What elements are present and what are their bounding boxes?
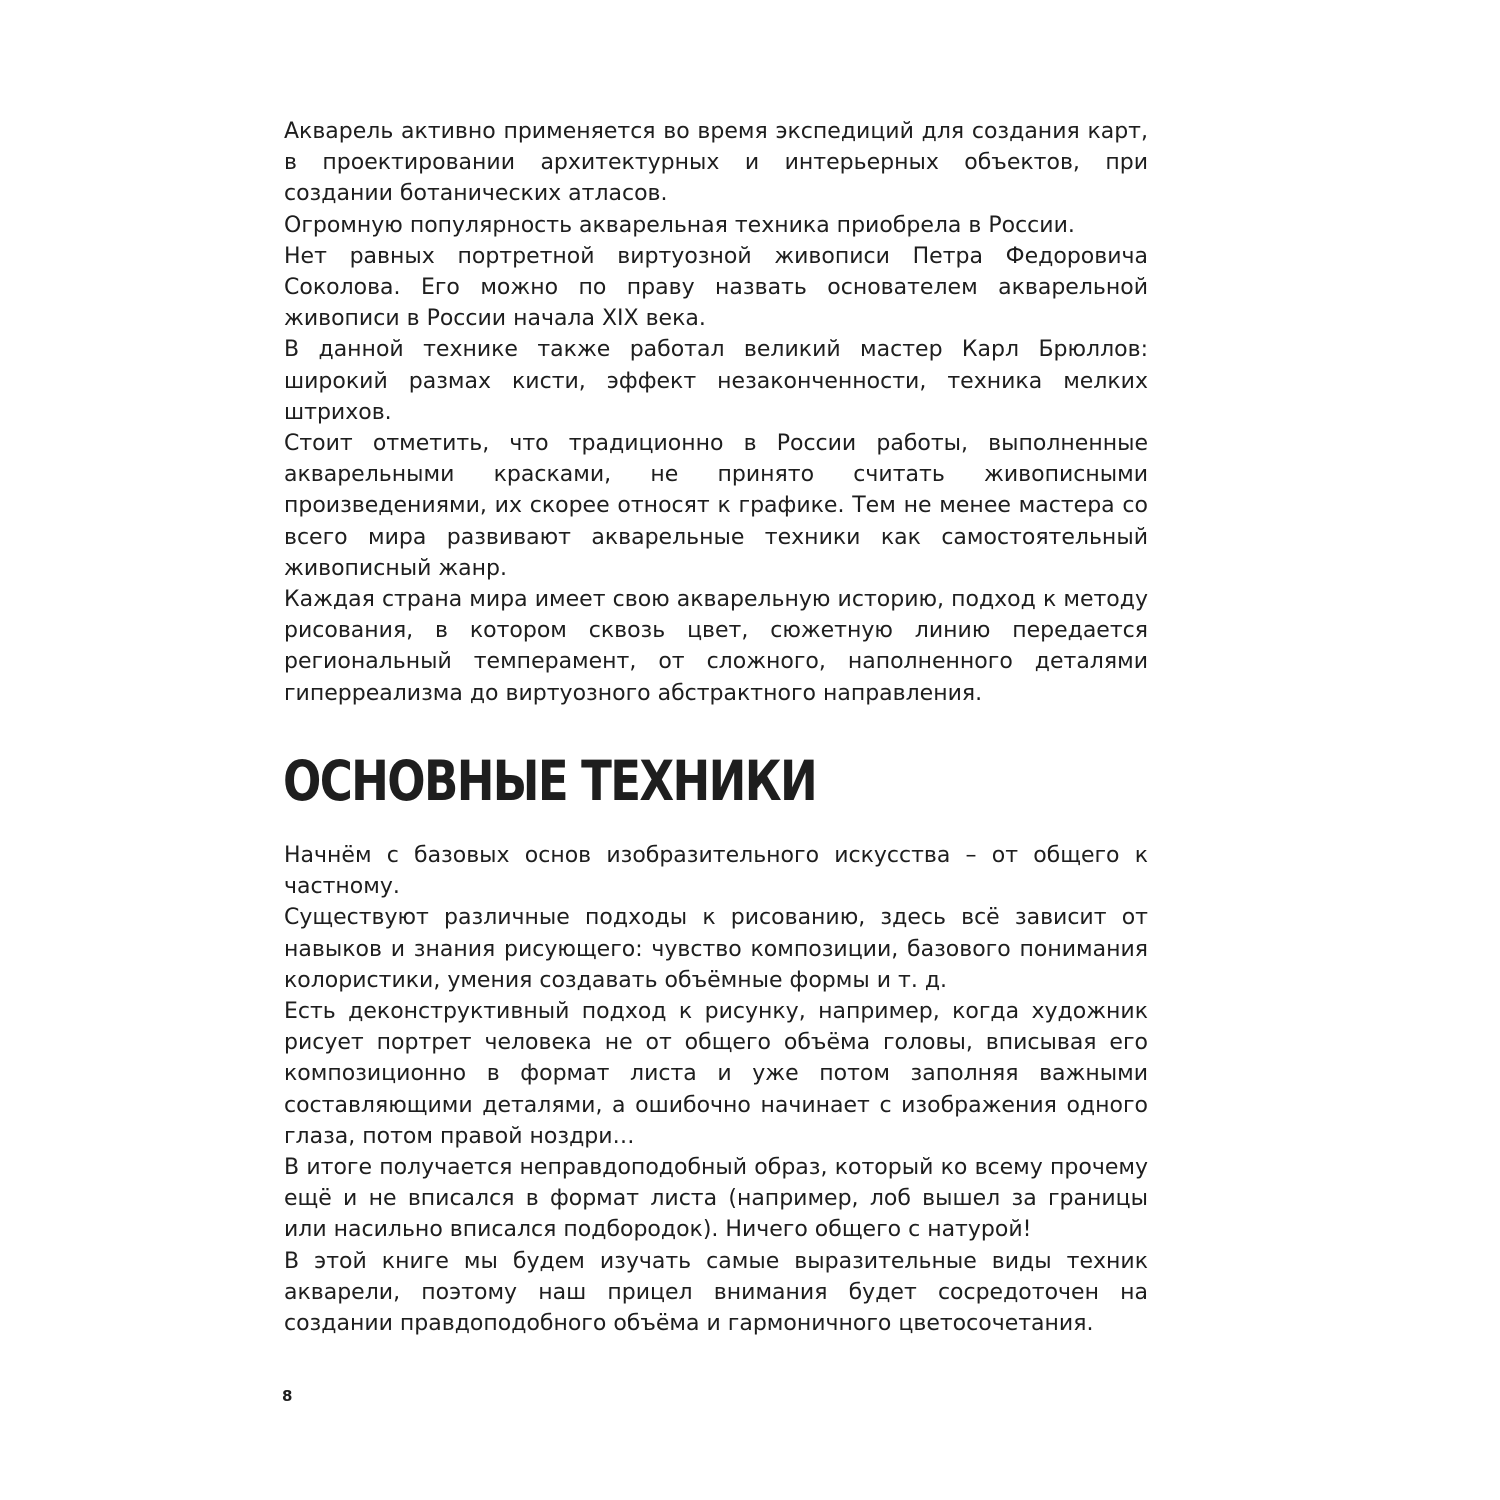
techniques-paragraph: В итоге получается неправдоподобный образ, который ко всему прочему ещё и не вписался в формат листа (например, лоб вышел за границы или насильно вписался подбородок). Ничего общего с натурой!	[284, 1155, 1148, 1243]
techniques-text-block	[284, 840, 1148, 1339]
page-number: 8	[282, 1387, 293, 1405]
intro-paragraph: Каждая страна мира имеет свою акварельную историю, подход к методу рисования, в котором сквозь цвет, сюжетную линию передается региональный темперамент, от сложного, наполненного деталями гиперреализма до виртуозного абстрактного направления.	[284, 587, 1148, 706]
intro-paragraph: В данной технике также работал великий мастер Карл Брюллов: широкий размах кисти, эффект незаконченности, техника мелких штрихов.	[284, 337, 1148, 425]
techniques-paragraph: Есть деконструктивный подход к рисунку, например, когда художник рисует портрет человека не от общего объёма головы, вписывая его композиционно в формат листа и уже потом заполняя важными составляющими деталями, а ошибочно начинает с изображения одного глаза, потом правой ноздри…	[284, 999, 1148, 1149]
intro-text-block	[284, 116, 1148, 709]
techniques-paragraph: Существуют различные подходы к рисованию, здесь всё зависит от навыков и знания рисующего: чувство композиции, базового понимания колористики, умения создавать объёмные формы и т. д.	[284, 905, 1148, 993]
techniques-paragraph: В этой книге мы будем изучать самые выразительные виды техник акварели, поэтому наш прицел внимания будет сосредоточен на создании правдоподобного объёма и гармоничного цветосочетания.	[284, 1248, 1148, 1337]
section-heading: ОСНОВНЫЕ ТЕХНИКИ	[283, 749, 817, 813]
techniques-paragraph: Начнём с базовых основ изобразительного искусства – от общего к частному.	[284, 843, 1148, 900]
intro-paragraph: Нет равных портретной виртуозной живописи Петра Федоровича Соколова. Его можно по праву назвать основателем акварельной живописи в России начала XIX века.	[284, 243, 1148, 332]
intro-paragraph: Стоит отметить, что традиционно в России работы, выполненные акварельными красками, не принято считать живописными произведениями, их скорее относят к графике. Тем не менее мастера со всего мира развивают акварельные техники как самостоятельный живописный жанр.	[284, 431, 1148, 581]
intro-paragraph: Акварель активно применяется во время экспедиций для создания карт, в проектировании архитектурных и интерьерных объектов, при создании ботанических атласов.	[284, 119, 1148, 207]
intro-paragraph: Огромную популярность акварельная техника приобрела в России.	[284, 212, 1075, 238]
